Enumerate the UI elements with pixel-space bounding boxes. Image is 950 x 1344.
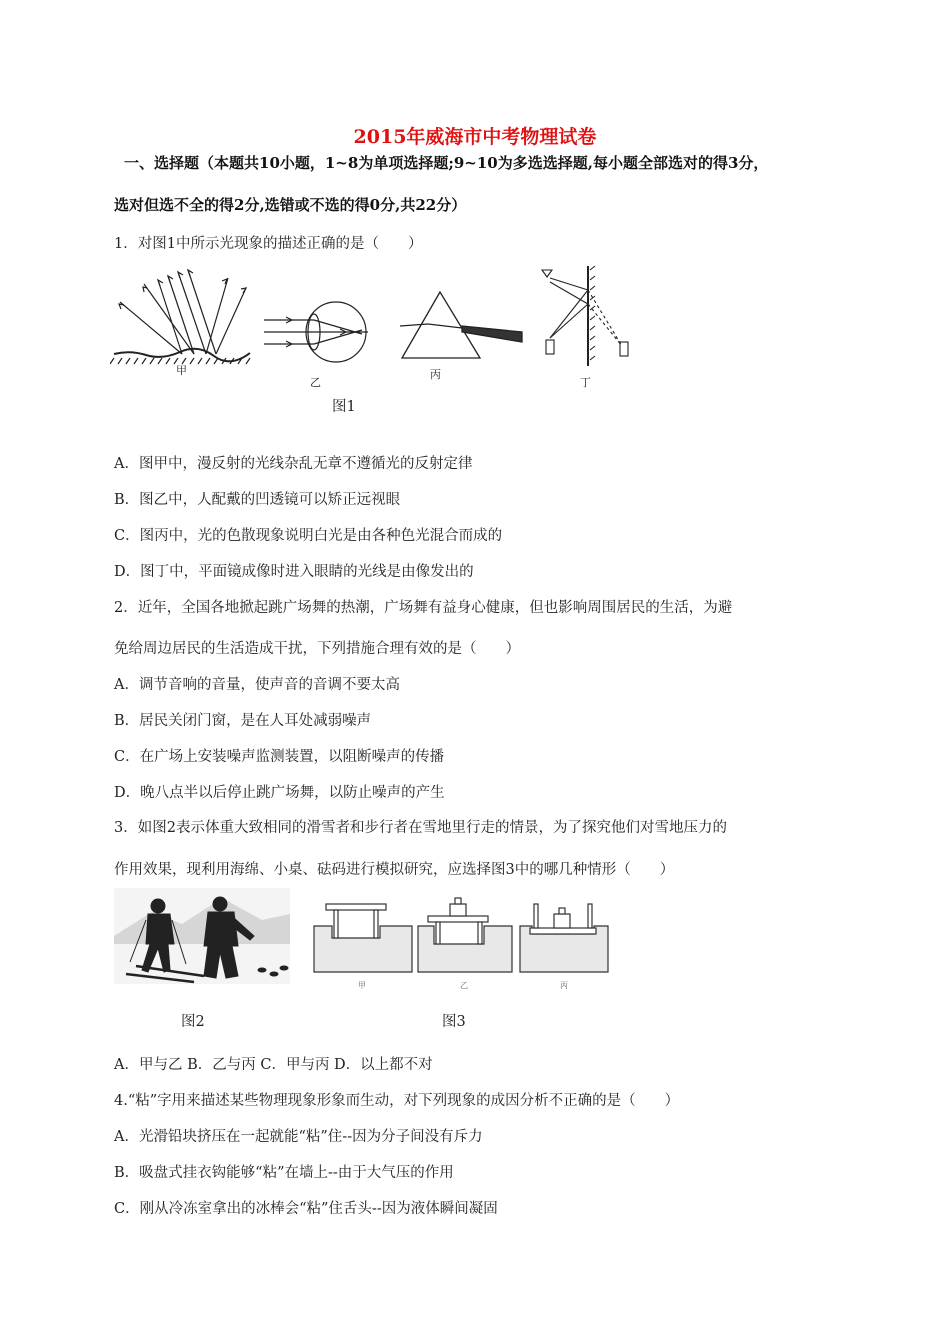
q3-stem-line2: 作用效果，现利用海绵、小桌、砝码进行模拟研究，应选择图3中的哪几种情形（ ） (114, 862, 675, 878)
section-heading-line1: 一、选择题（本题共10小题，1~8为单项选择题;9~10为多选选择题,每小题全部选对的得3分， (124, 154, 769, 172)
fig3-bing-inverted-table-with-weight (520, 904, 608, 972)
q2-stem-line2: 免给周边居民的生活造成干扰，下列措施合理有效的是（ ） (114, 641, 520, 657)
q2-option-c: C．在广场上安装噪声监测装置，以阻断噪声的传播 (114, 749, 445, 765)
fig1-label-yi: 乙 (310, 376, 321, 388)
fig1-label-ding: 丁 (580, 376, 591, 388)
fig1-plane-mirror (542, 266, 628, 366)
q2-option-d: D．晚八点半以后停止跳广场舞，以防止噪声的产生 (114, 785, 445, 801)
fig1-label-bing: 丙 (430, 368, 441, 381)
figure-3-caption: 图3 (442, 1014, 466, 1030)
fig1-diffuse-reflection (110, 270, 250, 364)
figure-2-caption: 图2 (181, 1014, 205, 1030)
q1-option-c: C．图丙中，光的色散现象说明白光是由各种色光混合而成的 (114, 528, 503, 544)
q3-options: A．甲与乙 B．乙与丙 C．甲与丙 D．以上都不对 (114, 1057, 433, 1073)
fig1-prism (400, 292, 522, 358)
q1-stem: 1．对图1中所示光现象的描述正确的是（ ） (114, 236, 423, 252)
section-heading-line2: 选对但选不全的得2分,选错或不选的得0分,共22分） (114, 196, 467, 214)
q3-stem-line1: 3．如图2表示体重大致相同的滑雪者和步行者在雪地里行走的情景，为了探究他们对雪地压力的 (114, 820, 727, 836)
figure-2-and-3 (112, 884, 622, 996)
q2-option-a: A．调节音响的音量，使声音的音调不要太高 (114, 677, 400, 693)
fig3-label-yi: 乙 (460, 981, 468, 990)
q2-option-b: B．居民关闭门窗，是在人耳处减弱噪声 (114, 713, 372, 729)
q1-option-b: B．图乙中，人配戴的凹透镜可以矫正远视眼 (114, 492, 401, 508)
q4-option-b: B．吸盘式挂衣钩能够“粘”在墙上--由于大气压的作用 (114, 1165, 454, 1181)
page-title: 2015年威海市中考物理试卷 (353, 126, 597, 148)
fig2-skier-walker-illustration (114, 888, 290, 984)
fig1-eye-lens (264, 302, 368, 362)
fig3-label-bing: 丙 (560, 981, 568, 990)
fig3-label-jia: 甲 (358, 981, 366, 990)
q4-option-a: A．光滑铅块挤压在一起就能“粘”住--因为分子间没有斥力 (114, 1129, 483, 1145)
fig1-label-jia: 甲 (176, 364, 187, 377)
q2-stem-line1: 2．近年，全国各地掀起跳广场舞的热潮，广场舞有益身心健康，但也影响周围居民的生活，为避 (114, 600, 733, 616)
q4-option-c: C．刚从冷冻室拿出的冰棒会“粘”住舌头--因为液体瞬间凝固 (114, 1201, 498, 1217)
q1-option-a: A．图甲中，漫反射的光线杂乱无章不遵循光的反射定律 (114, 456, 473, 472)
q1-option-d: D．图丁中，平面镜成像时进入眼睛的光线是由像发出的 (114, 564, 474, 580)
fig3-jia-table-on-sponge (314, 904, 412, 972)
figure-1-optics (110, 262, 650, 388)
fig3-yi-table-with-weight (418, 898, 512, 972)
q4-stem: 4.“粘”字用来描述某些物理现象形象而生动，对下列现象的成因分析不正确的是（ ） (114, 1093, 680, 1109)
figure-1-caption: 图1 (332, 399, 356, 415)
